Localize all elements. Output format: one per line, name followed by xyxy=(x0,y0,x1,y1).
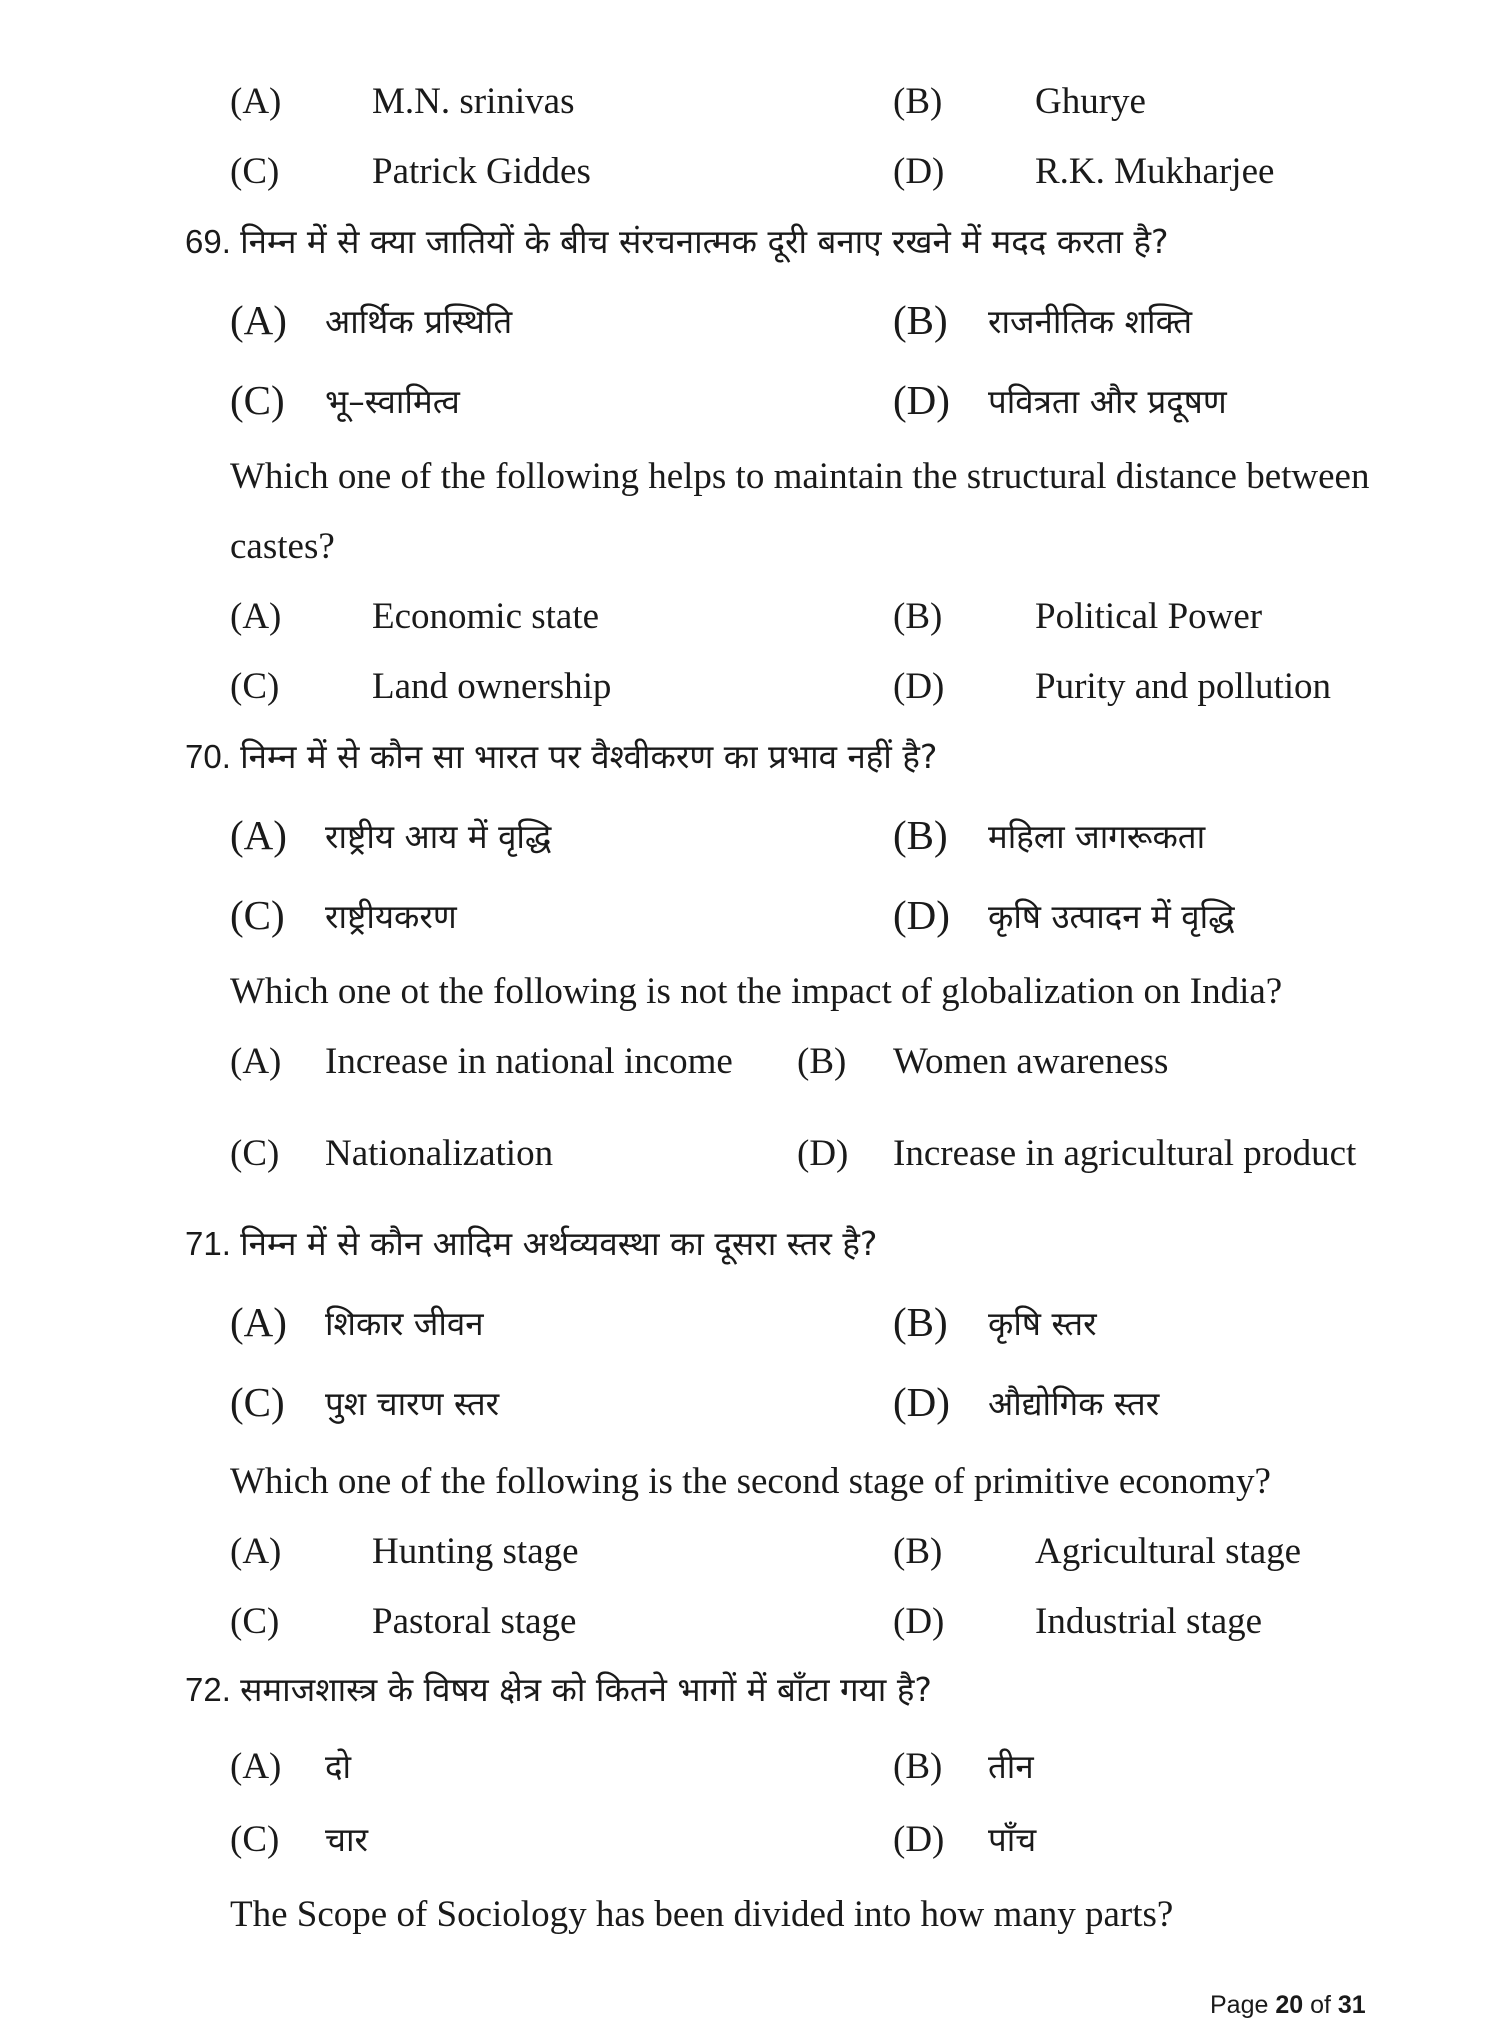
option-text: Women awareness xyxy=(893,1041,1169,1082)
option-label: (A) xyxy=(230,812,287,858)
option-label: (A) xyxy=(230,81,282,122)
question-english-text: Which one ot the following is not the impact of globalization on India? xyxy=(230,971,1283,1012)
option-label: (B) xyxy=(893,1531,943,1572)
option-text: Economic state xyxy=(372,596,600,637)
option-text: Increase in national income xyxy=(325,1041,733,1082)
option-text: M.N. srinivas xyxy=(372,81,575,122)
question-number: 69. xyxy=(185,223,231,260)
option-hindi-text: पाँच xyxy=(988,1820,1037,1859)
option-label: (C) xyxy=(230,1133,280,1174)
option-hindi-text: कृषि उत्पादन में वृद्धि xyxy=(988,897,1235,936)
option-text: Increase in agricultural product xyxy=(893,1133,1357,1174)
option-hindi-text: राष्ट्रीय आय में वृद्धि xyxy=(325,817,552,856)
option-label: (B) xyxy=(893,596,943,637)
page-prefix: Page xyxy=(1210,1991,1276,2019)
option-label: (A) xyxy=(230,1531,282,1572)
option-label: (C) xyxy=(230,151,280,192)
question-72-heading xyxy=(185,1668,932,1712)
option-hindi-text: राजनीतिक शक्ति xyxy=(988,302,1193,341)
option-label: (B) xyxy=(893,1299,948,1345)
option-label: (D) xyxy=(797,1133,849,1174)
option-text: Hunting stage xyxy=(372,1531,579,1572)
option-text: Pastoral stage xyxy=(372,1601,577,1642)
option-hindi-text: औद्योगिक स्तर xyxy=(988,1384,1160,1423)
option-label: (C) xyxy=(230,666,280,707)
option-text: Political Power xyxy=(1035,596,1263,637)
option-hindi-text: शिकार जीवन xyxy=(325,1304,484,1343)
question-70-heading xyxy=(185,735,937,779)
question-69-heading xyxy=(185,220,1168,264)
page-total: 31 xyxy=(1337,1991,1366,2019)
option-label: (B) xyxy=(893,1746,943,1787)
option-label: (A) xyxy=(230,1746,282,1787)
option-hindi-text: राष्ट्रीयकरण xyxy=(325,897,457,936)
question-hindi-text: निम्न में से क्या जातियों के बीच संरचनात्मक दूरी बनाए रखने में मदद करता है? xyxy=(240,222,1169,261)
question-hindi-text: निम्न में से कौन सा भारत पर वैश्वीकरण का प्रभाव नहीं है? xyxy=(240,737,938,776)
page-current: 20 xyxy=(1275,1991,1304,2019)
option-hindi-text: कृषि स्तर xyxy=(988,1304,1097,1343)
option-label: (B) xyxy=(797,1041,847,1082)
option-hindi-text: भू–स्वामित्व xyxy=(325,382,460,421)
option-label: (D) xyxy=(893,666,945,707)
question-71-heading xyxy=(185,1222,877,1266)
page-number xyxy=(1210,1990,1366,2020)
option-hindi-text: पुश चारण स्तर xyxy=(325,1384,500,1423)
option-text: R.K. Mukharjee xyxy=(1035,151,1275,192)
question-number: 72. xyxy=(185,1671,231,1708)
option-label: (B) xyxy=(893,297,948,343)
question-english-text: Which one of the following is the second stage of primitive economy? xyxy=(230,1461,1271,1502)
option-label: (C) xyxy=(230,1601,280,1642)
question-hindi-text: समाजशास्त्र के विषय क्षेत्र को कितने भागों में बाँटा गया है? xyxy=(240,1670,932,1709)
option-label: (A) xyxy=(230,1299,287,1345)
option-hindi-text: तीन xyxy=(988,1747,1034,1786)
option-hindi-text: पवित्रता और प्रदूषण xyxy=(988,382,1227,421)
option-label: (A) xyxy=(230,596,282,637)
option-text: Industrial stage xyxy=(1035,1601,1263,1642)
question-number: 70. xyxy=(185,738,231,775)
option-text: Ghurye xyxy=(1035,81,1146,122)
option-label: (D) xyxy=(893,1379,950,1425)
option-hindi-text: महिला जागरूकता xyxy=(988,817,1206,856)
option-label: (C) xyxy=(230,1379,285,1425)
question-english-text: castes? xyxy=(230,526,335,567)
option-label: (C) xyxy=(230,892,285,938)
option-label: (B) xyxy=(893,812,948,858)
option-text: Nationalization xyxy=(325,1133,554,1174)
option-hindi-text: आर्थिक प्रस्थिति xyxy=(325,302,513,341)
option-label: (A) xyxy=(230,297,287,343)
option-label: (C) xyxy=(230,1819,280,1860)
option-label: (A) xyxy=(230,1041,282,1082)
option-label: (C) xyxy=(230,377,285,423)
option-text: Patrick Giddes xyxy=(372,151,591,192)
question-hindi-text: निम्न में से कौन आदिम अर्थव्यवस्था का दूसरा स्तर है? xyxy=(240,1224,878,1263)
option-hindi-text: चार xyxy=(325,1820,368,1859)
option-hindi-text: दो xyxy=(325,1747,352,1786)
option-text: Land ownership xyxy=(372,666,612,707)
option-label: (D) xyxy=(893,151,945,192)
question-english-text: Which one of the following helps to maintain the structural distance between xyxy=(230,456,1370,497)
option-text: Purity and pollution xyxy=(1035,666,1331,707)
option-label: (D) xyxy=(893,1601,945,1642)
question-english-text: The Scope of Sociology has been divided into how many parts? xyxy=(230,1894,1174,1935)
option-label: (D) xyxy=(893,377,950,423)
option-label: (D) xyxy=(893,892,950,938)
option-label: (D) xyxy=(893,1819,945,1860)
question-number: 71. xyxy=(185,1225,231,1262)
option-label: (B) xyxy=(893,81,943,122)
option-text: Agricultural stage xyxy=(1035,1531,1302,1572)
page-middle: of xyxy=(1303,1991,1338,2019)
